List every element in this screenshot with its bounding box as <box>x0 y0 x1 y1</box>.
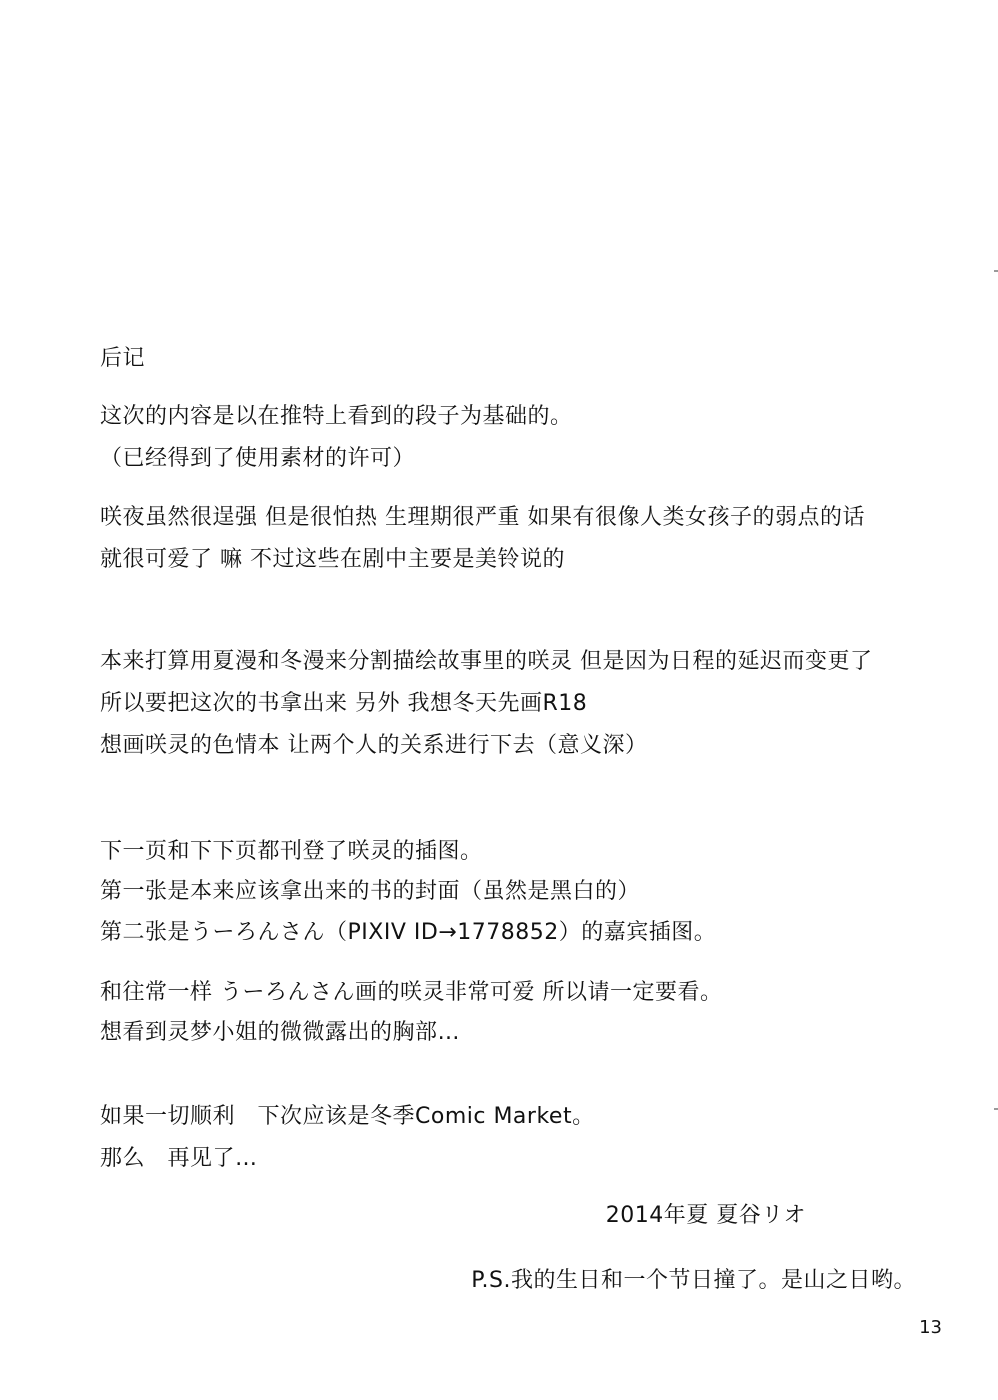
paragraph-3-line-3: 想画咲灵的色情本 让两个人的关系进行下去（意义深） <box>100 733 648 758</box>
paragraph-6-line-2: 那么 再见了… <box>100 1146 258 1171</box>
paragraph-6-line-1: 如果一切顺利 下次应该是冬季Comic Market。 <box>100 1104 595 1129</box>
page-number: 13 <box>919 1317 942 1338</box>
paragraph-2-line-2: 就很可爱了 嘛 不过这些在剧中主要是美铃说的 <box>100 547 565 572</box>
paragraph-1-line-2: （已经得到了使用素材的许可） <box>100 446 416 471</box>
paragraph-3-line-1: 本来打算用夏漫和冬漫来分割描绘故事里的咲灵 但是因为日程的延迟而变更了 <box>100 649 873 674</box>
paragraph-5-line-1: 和往常一样 うーろんさん画的咲灵非常可爱 所以请一定要看。 <box>100 980 723 1005</box>
paragraph-5-line-2: 想看到灵梦小姐的微微露出的胸部… <box>100 1020 461 1045</box>
paragraph-1-line-1: 这次的内容是以在推特上看到的段子为基础的。 <box>100 404 573 429</box>
postscript: P.S.我的生日和一个节日撞了。是山之日哟。 <box>471 1268 916 1293</box>
scan-edge-mark <box>994 1108 998 1110</box>
signature: 2014年夏 夏谷リオ <box>605 1203 806 1228</box>
paragraph-3-line-2: 所以要把这次的书拿出来 另外 我想冬天先画R18 <box>100 691 588 716</box>
afterword-title: 后记 <box>100 346 146 371</box>
scan-edge-mark <box>994 270 998 272</box>
paragraph-2-line-1: 咲夜虽然很逞强 但是很怕热 生理期很严重 如果有很像人类女孩子的弱点的话 <box>100 505 865 530</box>
paragraph-4-line-3: 第二张是うーろんさん（PIXIV ID→1778852）的嘉宾插图。 <box>100 920 717 945</box>
paragraph-4-line-2: 第一张是本来应该拿出来的书的封面（虽然是黑白的） <box>100 879 641 904</box>
paragraph-4-line-1: 下一页和下下页都刊登了咲灵的插图。 <box>100 839 483 864</box>
